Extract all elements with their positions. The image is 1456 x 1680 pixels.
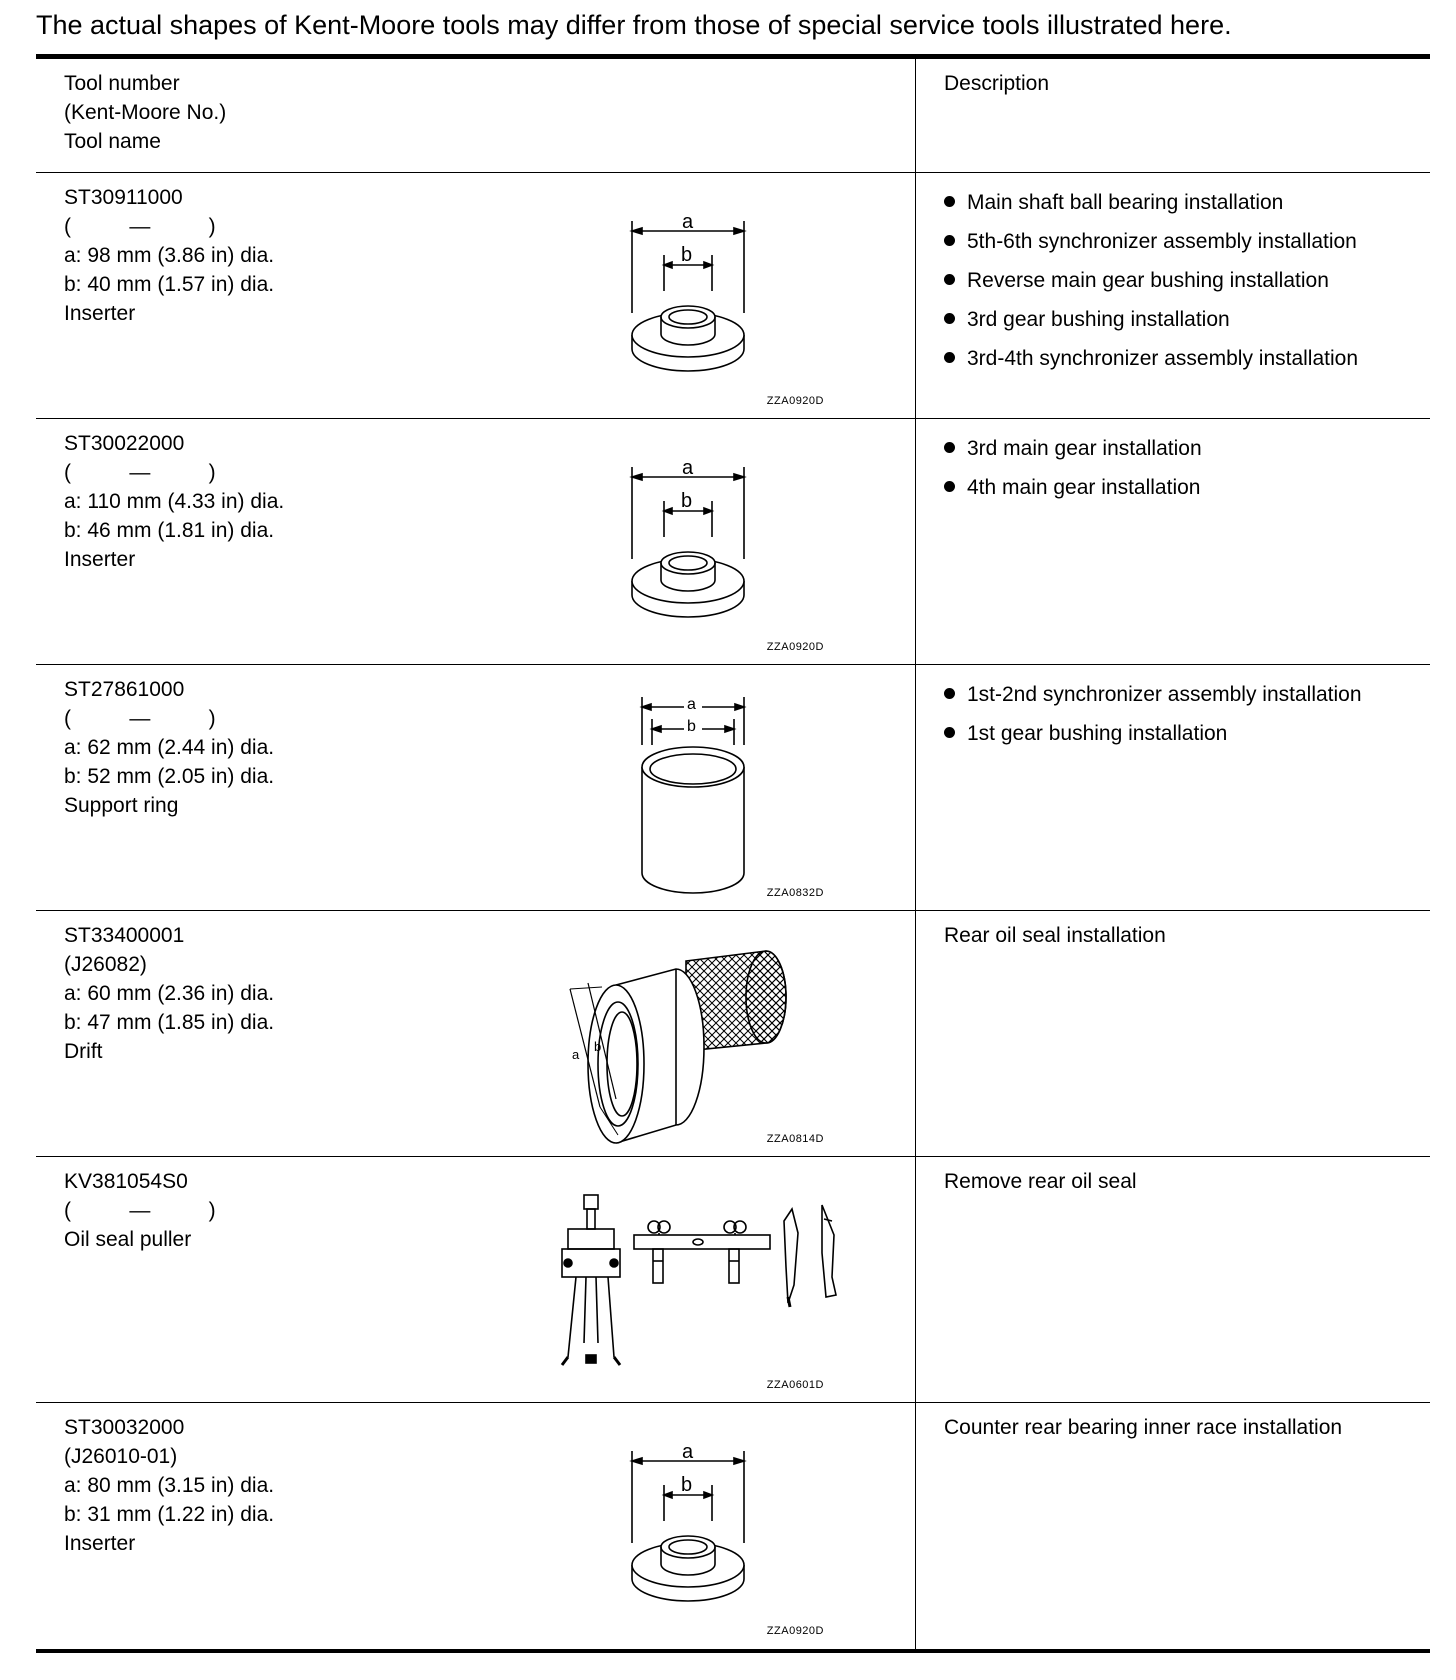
figure-code: ZZA0920D	[766, 395, 824, 407]
tool-cell	[36, 1157, 916, 1402]
kent-moore-number: ( — )	[64, 215, 216, 238]
dimension-b: b: 47 mm (1.85 in) dia.	[64, 1011, 275, 1034]
header-description-cell	[916, 59, 1430, 172]
header-tool-number: Tool number	[64, 72, 180, 95]
description-text: Rear oil seal installation	[944, 924, 1166, 947]
tool-cell	[36, 1403, 916, 1649]
description-item: 4th main gear installation	[944, 468, 1202, 507]
dimension-a: a: 98 mm (3.86 in) dia.	[64, 244, 275, 267]
tool-name: Oil seal puller	[64, 1228, 192, 1251]
description-text: Remove rear oil seal	[944, 1170, 1137, 1193]
header-tool-cell	[36, 59, 916, 172]
figure-label-b: b	[681, 1474, 693, 1496]
description-item: 3rd main gear installation	[944, 429, 1202, 468]
tool-number: ST30022000	[64, 432, 185, 455]
figure-code: ZZA0920D	[766, 1625, 824, 1637]
figure-code: ZZA0601D	[766, 1379, 824, 1391]
tool-number: ST30911000	[64, 186, 183, 209]
figure-label-a: a	[682, 457, 694, 479]
kent-moore-number: ( — )	[64, 461, 216, 484]
support-ring-illustration	[556, 665, 896, 911]
tool-number: ST33400001	[64, 924, 185, 947]
dimension-a: a: 110 mm (4.33 in) dia.	[64, 490, 285, 513]
figure-label-b: b	[687, 718, 696, 735]
kent-moore-number: (J26010-01)	[64, 1445, 178, 1468]
figure-code: ZZA0832D	[766, 887, 824, 899]
tool-number: ST30032000	[64, 1416, 185, 1439]
description-item: 3rd-4th synchronizer assembly installation	[944, 339, 1358, 378]
inserter-illustration	[556, 419, 896, 665]
description-item: 1st gear bushing installation	[944, 714, 1362, 753]
table-row	[36, 419, 1430, 665]
inserter-illustration	[556, 1403, 896, 1649]
tool-name: Drift	[64, 1040, 103, 1063]
description-text: Counter rear bearing inner race installation	[944, 1416, 1343, 1439]
bullet-icon	[944, 727, 955, 738]
figure-label-b: b	[681, 490, 693, 512]
figure-code: ZZA0814D	[766, 1133, 824, 1145]
tool-cell	[36, 419, 916, 664]
description-cell	[916, 419, 1430, 664]
description-cell	[916, 173, 1430, 418]
figure-label-b: b	[594, 1039, 602, 1054]
page-heading: The actual shapes of Kent-Moore tools may differ from those of special service tools illustrated here.	[36, 10, 1232, 40]
kent-moore-number: ( — )	[64, 1199, 216, 1222]
table-row	[36, 173, 1430, 419]
description-cell	[916, 665, 1430, 910]
tool-number: KV381054S0	[64, 1170, 188, 1193]
header-tool-name: Tool name	[64, 130, 161, 153]
drift-illustration	[556, 911, 896, 1157]
description-cell	[916, 911, 1430, 1156]
inserter-illustration	[556, 173, 896, 419]
tool-number: ST27861000	[64, 678, 185, 701]
bullet-icon	[944, 442, 955, 453]
tool-name: Support ring	[64, 794, 179, 817]
figure-label-a: a	[682, 211, 694, 233]
bullet-icon	[944, 196, 955, 207]
table-row	[36, 1157, 1430, 1403]
table-row	[36, 665, 1430, 911]
oil-seal-puller-illustration	[556, 1157, 896, 1403]
header-kent-moore-no: (Kent-Moore No.)	[64, 101, 227, 124]
bullet-icon	[944, 313, 955, 324]
figure-label-a: a	[687, 696, 696, 713]
dimension-b: b: 40 mm (1.57 in) dia.	[64, 273, 275, 296]
bullet-icon	[944, 274, 955, 285]
figure-label-a: a	[682, 1441, 694, 1463]
bullet-icon	[944, 235, 955, 246]
kent-moore-number: ( — )	[64, 707, 216, 730]
description-cell	[916, 1403, 1430, 1649]
tool-cell	[36, 173, 916, 418]
table-bottom-rule	[36, 1649, 1430, 1653]
dimension-b: b: 52 mm (2.05 in) dia.	[64, 765, 275, 788]
table-row	[36, 1403, 1430, 1649]
kent-moore-number: (J26082)	[64, 953, 147, 976]
figure-code: ZZA0920D	[766, 641, 824, 653]
description-cell	[916, 1157, 1430, 1402]
description-item: Reverse main gear bushing installation	[944, 261, 1358, 300]
bullet-icon	[944, 481, 955, 492]
tool-name: Inserter	[64, 548, 136, 571]
header-description: Description	[944, 72, 1050, 95]
description-item: 1st-2nd synchronizer assembly installation	[944, 675, 1362, 714]
tool-name: Inserter	[64, 302, 136, 325]
figure-label-b: b	[681, 244, 693, 266]
dimension-b: b: 31 mm (1.22 in) dia.	[64, 1503, 275, 1526]
bullet-icon	[944, 352, 955, 363]
tool-cell	[36, 911, 916, 1156]
table-row	[36, 911, 1430, 1157]
dimension-b: b: 46 mm (1.81 in) dia.	[64, 519, 275, 542]
figure-label-a: a	[572, 1047, 580, 1062]
dimension-a: a: 80 mm (3.15 in) dia.	[64, 1474, 275, 1497]
dimension-a: a: 62 mm (2.44 in) dia.	[64, 736, 275, 759]
bullet-icon	[944, 688, 955, 699]
tool-cell	[36, 665, 916, 910]
table-header-row	[36, 59, 1430, 173]
special-tools-table	[36, 54, 1430, 1653]
tool-name: Inserter	[64, 1532, 136, 1555]
description-item: 3rd gear bushing installation	[944, 300, 1358, 339]
dimension-a: a: 60 mm (2.36 in) dia.	[64, 982, 275, 1005]
description-item: Main shaft ball bearing installation	[944, 183, 1358, 222]
description-item: 5th-6th synchronizer assembly installation	[944, 222, 1358, 261]
